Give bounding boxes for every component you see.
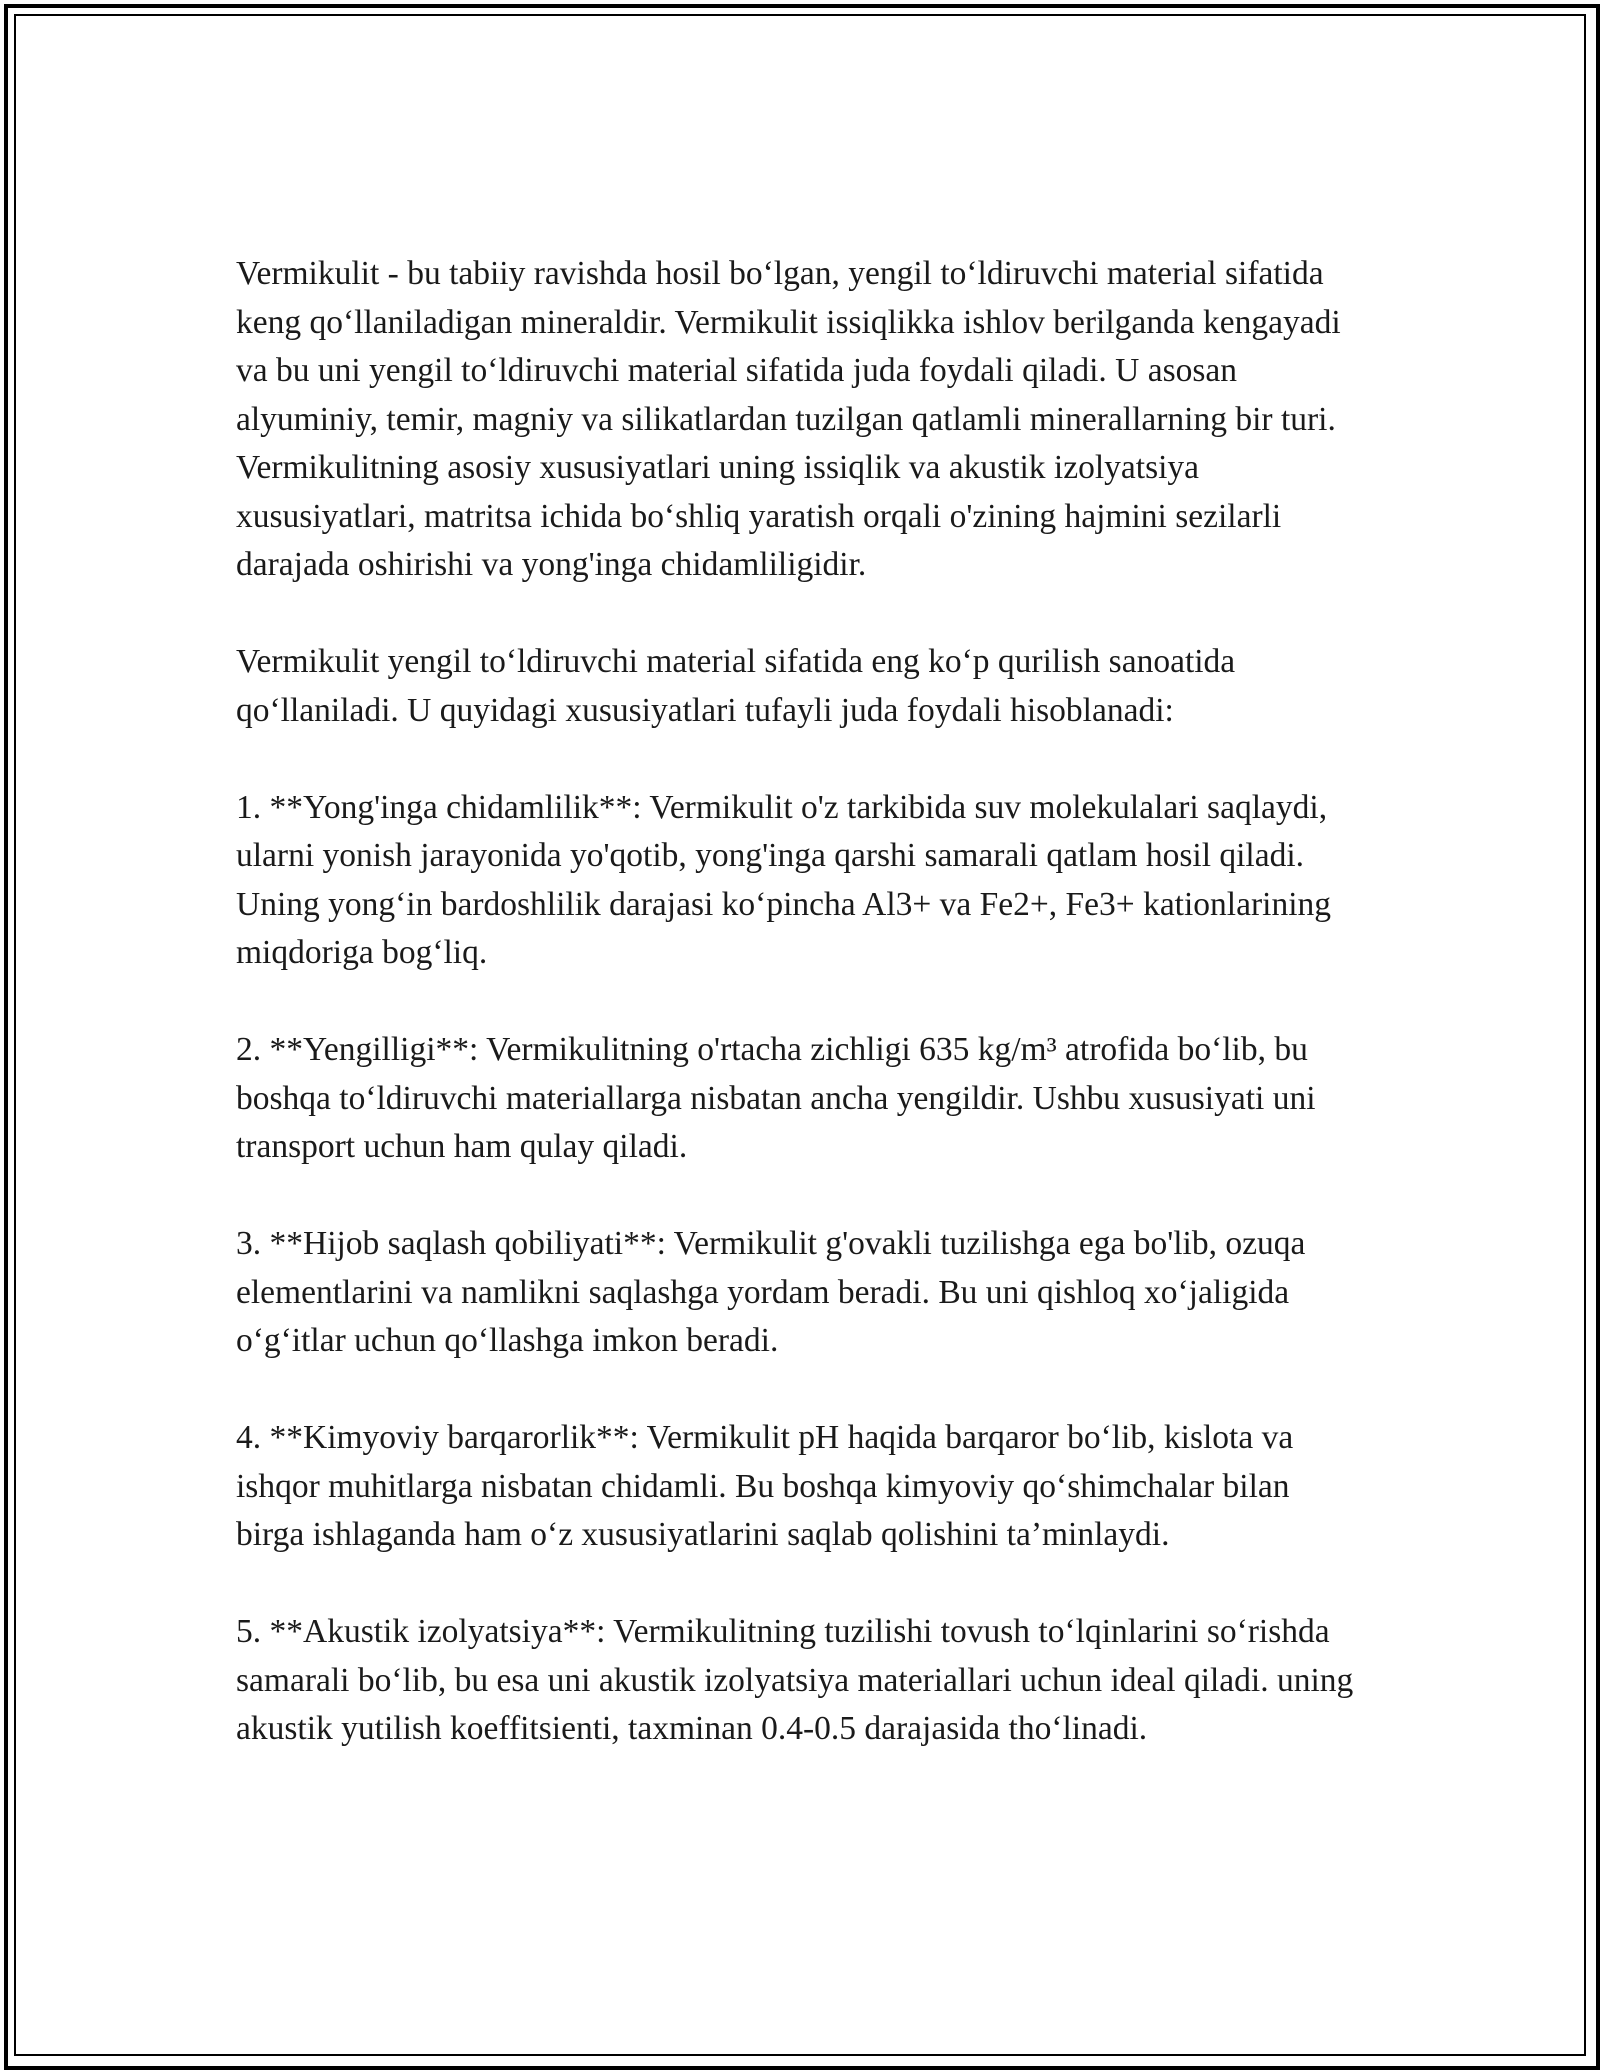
list-item-chemical-stability: 4. **Kimyoviy barqarorlik**: Vermikulit pH haqida barqaror boʻlib, kislota va ishqor muhitlarga nisbatan chidamli. Bu boshqa kimyoviy qoʻshimchalar bilan birga ishlaganda ham oʻz xususiyatlarini saqlab qolishini ta’minlaydi. [236, 1419, 1294, 1553]
list-item-lightness: 2. **Yengilligi**: Vermikulitning o'rtacha zichligi 635 kg/m³ atrofida boʻlib, bu boshqa toʻldiruvchi materiallarga nisbatan ancha yengildir. Ushbu xususiyati uni transport uchun ham qulay qiladi. [236, 1031, 1316, 1165]
document-body [236, 250, 1366, 1754]
list-item-acoustic-insulation: 5. **Akustik izolyatsiya**: Vermikulitning tuzilishi tovush toʻlqinlarini soʻrishda samarali boʻlib, bu esa uni akustik izolyatsiya materiallari uchun ideal qiladi. uning akustik yutilish koeffitsienti, taxminan 0.4-0.5 darajasida thoʻlinadi. [236, 1613, 1354, 1747]
paragraph-intro: Vermikulit - bu tabiiy ravishda hosil boʻlgan, yengil toʻldiruvchi material sifatida keng qoʻllaniladigan mineraldir. Vermikulit issiqlikka ishlov berilganda kengayadi va bu uni yengil toʻldiruvchi material sifatida juda foydali qiladi. U asosan alyuminiy, temir, magniy va silikatlardan tuzilgan qatlamli minerallarning bir turi. Vermikulitning asosiy xususiyatlari uning issiqlik va akustik izolyatsiya xususiyatlari, matritsa ichida boʻshliq yaratish orqali o'zining hajmini sezilarli darajada oshirishi va yong'inga chidamliligidir. [236, 255, 1341, 583]
list-item-fire-resistance: 1. **Yong'inga chidamlilik**: Vermikulit o'z tarkibida suv molekulalari saqlaydi, ularni yonish jarayonida yo'qotib, yong'inga qarshi samarali qatlam hosil qiladi. Uning yongʻin bardoshlilik darajasi koʻpincha Al3+ va Fe2+, Fe3+ kationlarining miqdoriga bogʻliq. [236, 788, 1331, 971]
list-item-retention: 3. **Hijob saqlash qobiliyati**: Vermikulit g'ovakli tuzilishga ega bo'lib, ozuqa elementlarini va namlikni saqlashga yordam beradi. Bu uni qishloq xoʻjaligida oʻgʻitlar uchun qoʻllashga imkon beradi. [236, 1225, 1306, 1359]
paragraph-usage: Vermikulit yengil toʻldiruvchi material sifatida eng koʻp qurilish sanoatida qoʻllaniladi. U quyidagi xususiyatlari tufayli juda foydali hisoblanadi: [236, 643, 1236, 729]
